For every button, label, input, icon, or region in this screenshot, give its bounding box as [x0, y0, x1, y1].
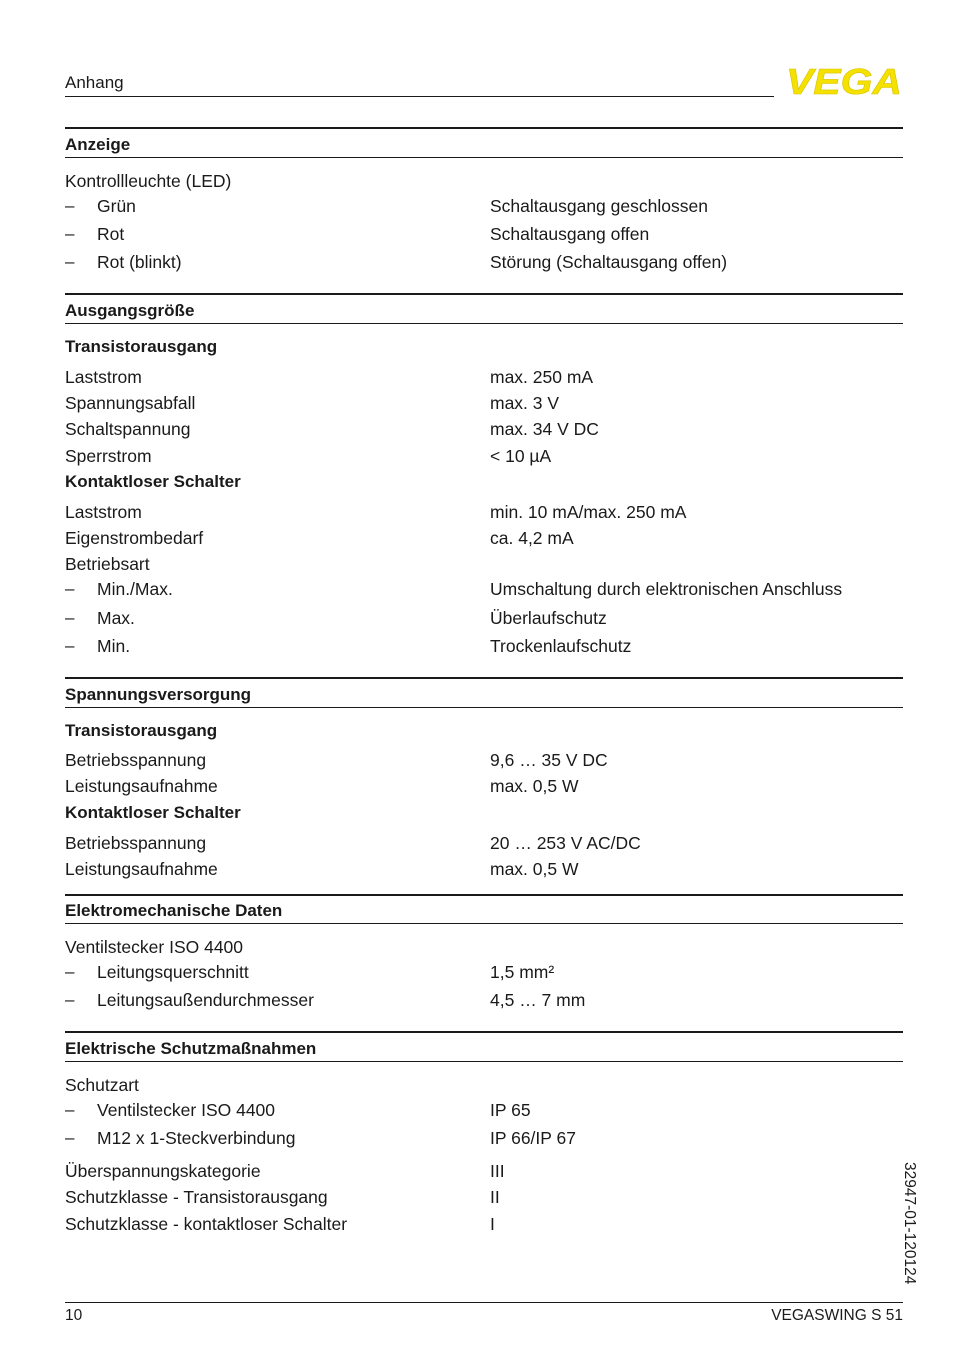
row-value: min. 10 mA/max. 250 mA [490, 502, 687, 522]
subheading-kontaktlos: Kontaktloser Schalter [65, 472, 241, 491]
section-title-ausgang: Ausgangsgröße [65, 301, 195, 320]
row-value: max. 0,5 W [490, 859, 579, 879]
row-value: ca. 4,2 mA [490, 528, 574, 548]
row-label: Laststrom [65, 502, 142, 522]
subheading-transistor: Transistorausgang [65, 721, 218, 740]
row-label: Sperrstrom [65, 446, 152, 466]
item-value: Schaltausgang geschlossen [490, 196, 708, 216]
item-label: Leitungsaußendurchmesser [97, 990, 314, 1010]
list-dash: – [65, 608, 75, 627]
item-value: Trockenlaufschutz [490, 636, 632, 656]
row-label: Eigenstrombedarf [65, 528, 204, 548]
row-label: Leistungsaufnahme [65, 776, 218, 796]
page-number: 10 [65, 1307, 83, 1324]
section-title-versorgung: Spannungsversorgung [65, 685, 252, 704]
row-label: Schaltspannung [65, 419, 191, 439]
item-label: Rot [97, 224, 125, 244]
item-label: M12 x 1-Steckverbindung [97, 1128, 296, 1148]
item-value: Überlaufschutz [490, 608, 607, 628]
item-label: Ventilstecker ISO 4400 [97, 1100, 276, 1120]
row-value: max. 0,5 W [490, 776, 579, 796]
row-value: max. 3 V [490, 393, 560, 413]
item-label: Rot (blinkt) [97, 252, 182, 272]
item-label: Min./Max. [97, 579, 173, 599]
group-label-betriebsart: Betriebsart [65, 554, 150, 574]
section-title-schutz: Elektrische Schutzmaßnahmen [65, 1039, 317, 1058]
list-dash: – [65, 962, 75, 981]
list-dash: – [65, 1128, 75, 1147]
item-label: Grün [97, 196, 136, 216]
subheading-kontaktlos: Kontaktloser Schalter [65, 803, 241, 822]
row-label: Schutzklasse - kontaktloser Schalter [65, 1214, 348, 1234]
list-dash: – [65, 579, 75, 598]
section-rule-bottom [65, 157, 903, 158]
group-label-ventilstecker: Ventilstecker ISO 4400 [65, 937, 244, 957]
row-value: 20 … 253 V AC/DC [490, 833, 641, 853]
group-label-led: Kontrollleuchte (LED) [65, 171, 232, 191]
item-value: 4,5 … 7 mm [490, 990, 586, 1010]
list-dash: – [65, 1100, 75, 1119]
item-value: IP 65 [490, 1100, 531, 1120]
section-title-elektromech: Elektromechanische Daten [65, 901, 283, 920]
row-value: max. 250 mA [490, 367, 594, 387]
row-value: max. 34 V DC [490, 419, 599, 439]
section-rule-top [65, 127, 903, 129]
list-dash: – [65, 196, 75, 215]
section-rule-bottom [65, 923, 903, 924]
row-label: Laststrom [65, 367, 142, 387]
list-dash: – [65, 636, 75, 655]
section-rule-top [65, 1031, 903, 1033]
item-label: Leitungsquerschnitt [97, 962, 249, 982]
item-value: Umschaltung durch elektronischen Anschluss [490, 579, 843, 599]
item-value: Schaltausgang offen [490, 224, 650, 244]
section-rule-top [65, 677, 903, 679]
row-label: Betriebsspannung [65, 750, 207, 770]
vega-logo-text: VEGA [786, 66, 902, 96]
item-label: Min. [97, 636, 131, 656]
header-rule [65, 96, 774, 97]
section-rule-top [65, 894, 903, 896]
row-value: II [490, 1187, 500, 1207]
document-number: 32947-01-120124 [901, 1162, 918, 1285]
list-dash: – [65, 224, 75, 243]
row-label: Spannungsabfall [65, 393, 196, 413]
row-value: < 10 µA [490, 446, 552, 466]
product-name: VEGASWING S 51 [771, 1307, 903, 1324]
section-rule-bottom [65, 707, 903, 708]
vega-logo [786, 66, 904, 96]
subheading-transistor: Transistorausgang [65, 337, 218, 356]
list-dash: – [65, 990, 75, 1009]
page-header-title: Anhang [65, 73, 124, 92]
row-label: Schutzklasse - Transistorausgang [65, 1187, 328, 1207]
item-value: IP 66/IP 67 [490, 1128, 576, 1148]
row-value: 9,6 … 35 V DC [490, 750, 608, 770]
item-label: Max. [97, 608, 135, 628]
item-value: Störung (Schaltausgang offen) [490, 252, 728, 272]
row-label: Überspannungskategorie [65, 1161, 261, 1181]
section-title-anzeige: Anzeige [65, 135, 131, 154]
row-value: I [490, 1214, 495, 1234]
row-value: III [490, 1161, 505, 1181]
section-rule-bottom [65, 323, 903, 324]
item-value: 1,5 mm² [490, 962, 555, 982]
row-label: Leistungsaufnahme [65, 859, 218, 879]
section-rule-top [65, 293, 903, 295]
row-label: Betriebsspannung [65, 833, 207, 853]
footer-rule [65, 1302, 903, 1303]
list-dash: – [65, 252, 75, 271]
section-rule-bottom [65, 1061, 903, 1062]
group-label-schutzart: Schutzart [65, 1075, 139, 1095]
